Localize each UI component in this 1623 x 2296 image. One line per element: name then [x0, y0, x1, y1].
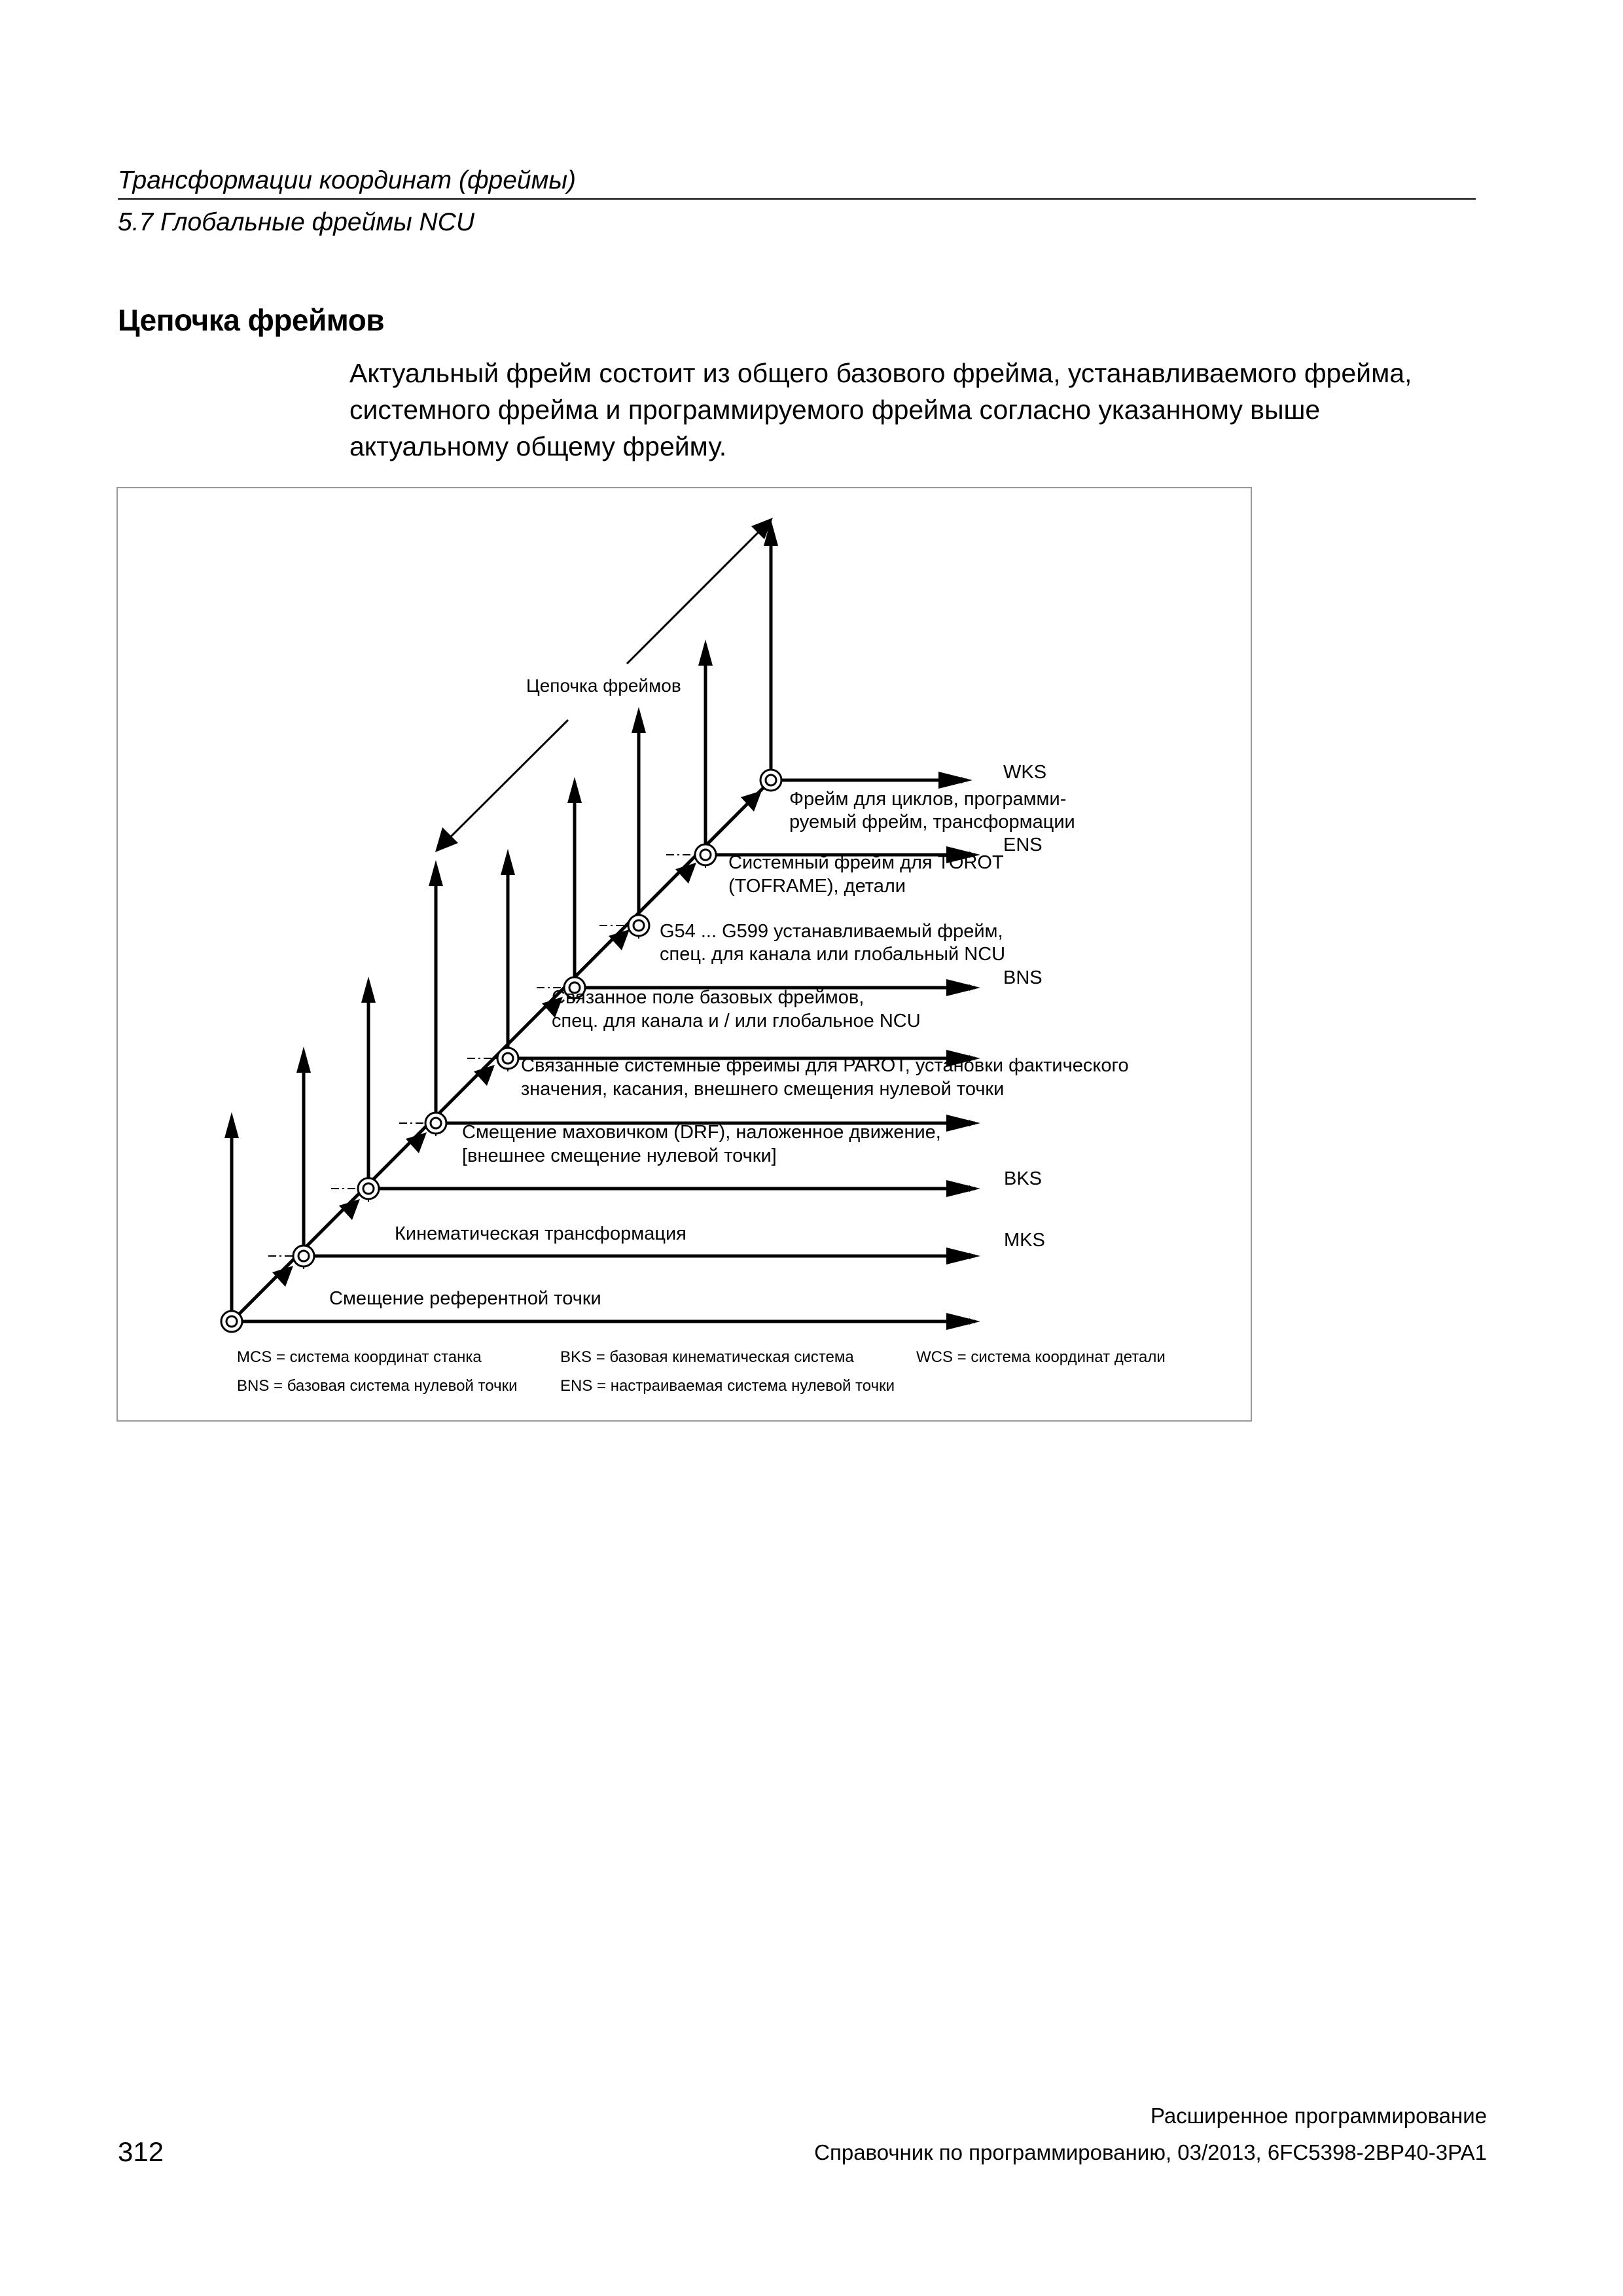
paragraph-line: Актуальный фрейм состоит из общего базового фрейма, устанавливаемого фрейма,	[349, 358, 1412, 388]
vertical-arrowheads	[224, 520, 778, 1138]
label-base-frames-2: спец. для канала и / или глобальное NCU	[552, 1011, 921, 1031]
frame-chain-figure	[116, 487, 1252, 1422]
legend-bks: BKS = базовая кинематическая система	[560, 1348, 854, 1366]
frame-chain-diagram	[116, 487, 1252, 1422]
footer-reference: Справочник по программированию, 03/2013, 6FC5398-2BP40-3PA1	[814, 2140, 1487, 2164]
page-number: 312	[118, 2136, 164, 2167]
legend-ens: ENS = настраиваемая система нулевой точки	[560, 1377, 895, 1395]
label-cycles-2: руемый фрейм, трансформации	[789, 812, 1075, 833]
section-heading: Цепочка фреймов	[118, 303, 385, 337]
intro-paragraph	[349, 355, 1475, 465]
label-bns: BNS	[1003, 967, 1043, 988]
label-wks: WKS	[1003, 762, 1047, 783]
footer-book-title: Расширенное программирование	[1150, 2104, 1487, 2128]
label-torot-2: (TOFRAME), детали	[728, 876, 906, 897]
origin-circles	[221, 770, 781, 1332]
label-ref-point: Смещение референтной точки	[329, 1288, 601, 1309]
paragraph-line: системного фрейма и программируемого фрейма согласно указанному выше	[349, 395, 1321, 425]
running-header-section: 5.7 Глобальные фреймы NCU	[118, 208, 475, 236]
label-torot-1: Системный фрейм для TOROT	[728, 852, 1004, 873]
legend	[237, 1348, 1166, 1395]
label-settable-1: G54 ... G599 устанавливаемый фрейм,	[660, 921, 1003, 942]
label-bks: BKS	[1004, 1168, 1043, 1189]
label-base-frames-1: Связанное поле базовых фреймов,	[552, 987, 865, 1008]
label-ens: ENS	[1003, 834, 1043, 855]
label-mks: MKS	[1004, 1230, 1045, 1251]
running-header-chapter: Трансформации координат (фреймы)	[118, 166, 577, 194]
header-rule	[118, 198, 1476, 200]
label-kinematic: Кинематическая трансформация	[395, 1223, 687, 1244]
label-handwheel-2: [внешнее смещение нулевой точки]	[462, 1145, 777, 1166]
label-settable-2: спец. для канала или глобальный NCU	[660, 944, 1006, 965]
label-system-frames-1: Связанные системные фреймы для PAROT, установки фактического	[521, 1055, 1129, 1076]
paragraph-line: актуальному общему фрейму.	[349, 431, 727, 461]
legend-wcs: WCS = система координат детали	[916, 1348, 1166, 1366]
legend-bns: BNS = базовая система нулевой точки	[237, 1377, 518, 1395]
label-cycles-1: Фрейм для циклов, программи-	[789, 789, 1067, 810]
legend-mcs: MCS = система координат станка	[237, 1348, 482, 1366]
chain-label: Цепочка фреймов	[526, 675, 681, 696]
label-handwheel-1: Смещение маховичком (DRF), наложенное движение,	[462, 1122, 941, 1143]
label-system-frames-2: значения, касания, внешнего смещения нулевой точки	[521, 1079, 1005, 1100]
